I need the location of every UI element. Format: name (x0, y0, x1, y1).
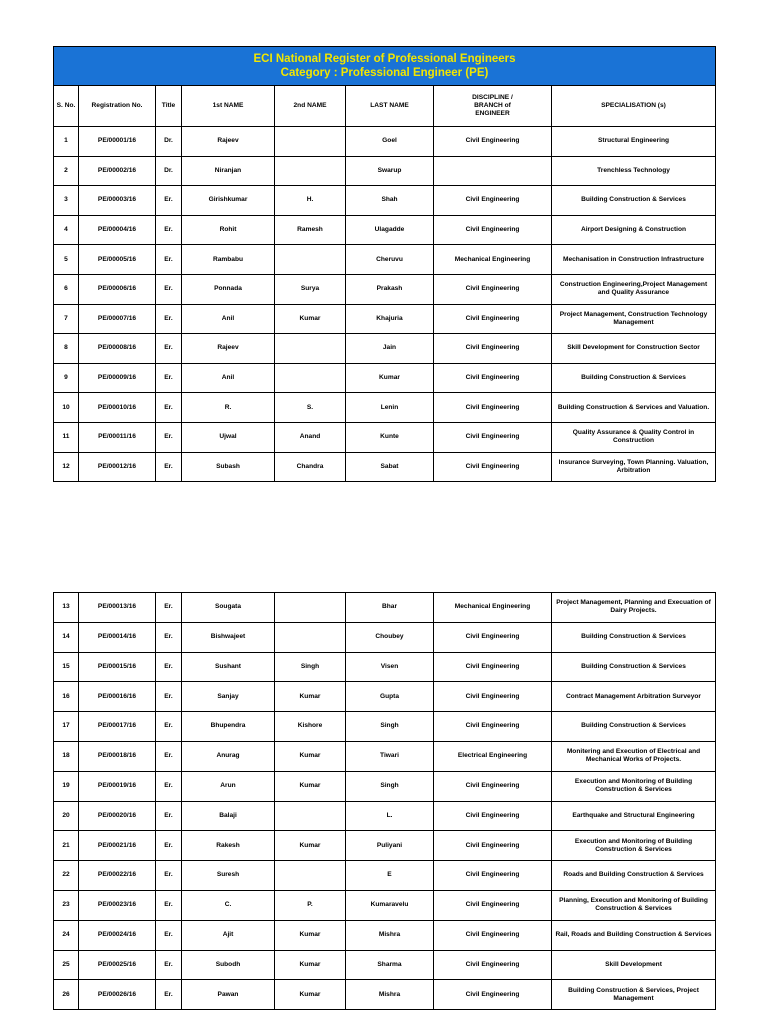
cell-second-name: Kishore (275, 712, 346, 742)
cell-specialisation: Airport Designing & Construction (552, 215, 716, 245)
table-row (54, 215, 716, 245)
register-table-part-2 (53, 592, 716, 1010)
cell-discipline: Civil Engineering (434, 831, 552, 861)
cell-sno: 1 (54, 127, 79, 157)
table-row (54, 274, 716, 304)
cell-last-name: Cheruvu (346, 245, 434, 275)
table-row (54, 127, 716, 157)
cell-title: Er. (156, 652, 182, 682)
cell-first-name: Anurag (182, 741, 275, 771)
cell-registration-no: PE/00005/16 (79, 245, 156, 275)
cell-specialisation: Execution and Monitoring of Building Construction & Services (552, 831, 716, 861)
cell-registration-no: PE/00001/16 (79, 127, 156, 157)
cell-specialisation: Project Management, Planning and Execuation of Dairy Projects. (552, 593, 716, 623)
cell-last-name: Kunte (346, 422, 434, 452)
cell-specialisation: Skill Development (552, 950, 716, 980)
table-row (54, 801, 716, 831)
col-header-title: Title (156, 86, 182, 127)
cell-second-name: Chandra (275, 452, 346, 482)
cell-second-name: Kumar (275, 980, 346, 1010)
register-title (54, 47, 716, 86)
cell-second-name: Kumar (275, 831, 346, 861)
cell-last-name: Mishra (346, 980, 434, 1010)
cell-second-name: S. (275, 393, 346, 423)
cell-registration-no: PE/00013/16 (79, 593, 156, 623)
register-table-part-1 (53, 46, 716, 482)
cell-title: Er. (156, 622, 182, 652)
cell-registration-no: PE/00018/16 (79, 741, 156, 771)
cell-first-name: Anil (182, 304, 275, 334)
table-row (54, 304, 716, 334)
table-row (54, 950, 716, 980)
cell-specialisation: Earthquake and Structural Engineering (552, 801, 716, 831)
cell-first-name: Pawan (182, 980, 275, 1010)
table-row (54, 622, 716, 652)
cell-registration-no: PE/00025/16 (79, 950, 156, 980)
cell-last-name: Jain (346, 334, 434, 364)
cell-registration-no: PE/00024/16 (79, 920, 156, 950)
cell-sno: 19 (54, 771, 79, 801)
cell-registration-no: PE/00008/16 (79, 334, 156, 364)
cell-discipline: Mechanical Engineering (434, 593, 552, 623)
cell-title: Er. (156, 771, 182, 801)
cell-specialisation: Quality Assurance & Quality Control in Construction (552, 422, 716, 452)
cell-last-name: Khajuria (346, 304, 434, 334)
cell-last-name: Ulagadde (346, 215, 434, 245)
cell-sno: 10 (54, 393, 79, 423)
cell-second-name (275, 622, 346, 652)
column-header-row (54, 86, 716, 127)
cell-first-name: Rajeev (182, 127, 275, 157)
cell-registration-no: PE/00002/16 (79, 156, 156, 186)
cell-first-name: Balaji (182, 801, 275, 831)
cell-registration-no: PE/00022/16 (79, 861, 156, 891)
cell-second-name: Anand (275, 422, 346, 452)
table-row (54, 771, 716, 801)
cell-last-name: Lenin (346, 393, 434, 423)
cell-first-name: Bishwajeet (182, 622, 275, 652)
cell-second-name (275, 801, 346, 831)
cell-registration-no: PE/00020/16 (79, 801, 156, 831)
cell-discipline: Civil Engineering (434, 771, 552, 801)
cell-second-name (275, 127, 346, 157)
cell-sno: 11 (54, 422, 79, 452)
cell-registration-no: PE/00014/16 (79, 622, 156, 652)
cell-discipline (434, 156, 552, 186)
cell-discipline: Civil Engineering (434, 393, 552, 423)
cell-second-name: H. (275, 186, 346, 216)
cell-discipline: Civil Engineering (434, 422, 552, 452)
cell-discipline: Civil Engineering (434, 950, 552, 980)
cell-title: Er. (156, 363, 182, 393)
cell-discipline: Civil Engineering (434, 861, 552, 891)
table-row (54, 186, 716, 216)
cell-registration-no: PE/00017/16 (79, 712, 156, 742)
cell-title: Er. (156, 422, 182, 452)
cell-registration-no: PE/00004/16 (79, 215, 156, 245)
cell-second-name (275, 156, 346, 186)
cell-first-name: Ajit (182, 920, 275, 950)
cell-sno: 13 (54, 593, 79, 623)
cell-discipline: Civil Engineering (434, 127, 552, 157)
cell-second-name: Kumar (275, 950, 346, 980)
cell-registration-no: PE/00016/16 (79, 682, 156, 712)
cell-discipline: Civil Engineering (434, 452, 552, 482)
cell-last-name: Kumaravelu (346, 890, 434, 920)
col-header-discipline-line-3: ENGINEER (475, 110, 510, 118)
cell-last-name: Gupta (346, 682, 434, 712)
cell-registration-no: PE/00009/16 (79, 363, 156, 393)
table-row (54, 712, 716, 742)
cell-sno: 20 (54, 801, 79, 831)
cell-title: Er. (156, 245, 182, 275)
cell-last-name: Swarup (346, 156, 434, 186)
cell-second-name: Surya (275, 274, 346, 304)
table-row (54, 334, 716, 364)
cell-sno: 9 (54, 363, 79, 393)
cell-sno: 18 (54, 741, 79, 771)
cell-sno: 26 (54, 980, 79, 1010)
cell-last-name: Mishra (346, 920, 434, 950)
cell-title: Dr. (156, 156, 182, 186)
cell-sno: 17 (54, 712, 79, 742)
cell-title: Er. (156, 274, 182, 304)
cell-specialisation: Building Construction & Services (552, 186, 716, 216)
register-title-line-1: ECI National Register of Professional Engineers (253, 53, 516, 65)
cell-second-name: Ramesh (275, 215, 346, 245)
cell-discipline: Civil Engineering (434, 334, 552, 364)
cell-discipline: Civil Engineering (434, 304, 552, 334)
cell-title: Er. (156, 920, 182, 950)
cell-discipline: Civil Engineering (434, 652, 552, 682)
cell-sno: 6 (54, 274, 79, 304)
cell-sno: 8 (54, 334, 79, 364)
table-row (54, 890, 716, 920)
table-row (54, 682, 716, 712)
cell-last-name: Sharma (346, 950, 434, 980)
cell-discipline: Civil Engineering (434, 215, 552, 245)
cell-sno: 22 (54, 861, 79, 891)
cell-registration-no: PE/00026/16 (79, 980, 156, 1010)
cell-specialisation: Construction Engineering,Project Management and Quality Assurance (552, 274, 716, 304)
cell-second-name (275, 363, 346, 393)
cell-sno: 23 (54, 890, 79, 920)
cell-last-name: Goel (346, 127, 434, 157)
cell-first-name: Bhupendra (182, 712, 275, 742)
cell-first-name: Sougata (182, 593, 275, 623)
table-row (54, 363, 716, 393)
cell-sno: 3 (54, 186, 79, 216)
cell-last-name: Visen (346, 652, 434, 682)
table-row (54, 980, 716, 1010)
cell-title: Er. (156, 304, 182, 334)
cell-title: Er. (156, 452, 182, 482)
cell-sno: 5 (54, 245, 79, 275)
cell-registration-no: PE/00015/16 (79, 652, 156, 682)
cell-second-name: Singh (275, 652, 346, 682)
cell-last-name: Choubey (346, 622, 434, 652)
cell-sno: 16 (54, 682, 79, 712)
cell-first-name: Arun (182, 771, 275, 801)
cell-first-name: Ujwal (182, 422, 275, 452)
cell-sno: 2 (54, 156, 79, 186)
cell-discipline: Civil Engineering (434, 186, 552, 216)
cell-discipline: Civil Engineering (434, 712, 552, 742)
cell-first-name: Rakesh (182, 831, 275, 861)
cell-first-name: Suresh (182, 861, 275, 891)
cell-discipline: Electrical Engineering (434, 741, 552, 771)
cell-first-name: Subodh (182, 950, 275, 980)
table-row (54, 422, 716, 452)
cell-first-name: Subash (182, 452, 275, 482)
cell-discipline: Civil Engineering (434, 682, 552, 712)
cell-discipline: Civil Engineering (434, 274, 552, 304)
cell-first-name: Niranjan (182, 156, 275, 186)
cell-registration-no: PE/00010/16 (79, 393, 156, 423)
cell-second-name: Kumar (275, 741, 346, 771)
table-row (54, 652, 716, 682)
cell-sno: 21 (54, 831, 79, 861)
cell-sno: 7 (54, 304, 79, 334)
col-header-first-name: 1st NAME (182, 86, 275, 127)
cell-last-name: Kumar (346, 363, 434, 393)
cell-first-name: Rajeev (182, 334, 275, 364)
cell-discipline: Mechanical Engineering (434, 245, 552, 275)
col-header-discipline-line-1: DISCIPLINE / (472, 93, 513, 101)
cell-specialisation: Mechanisation in Construction Infrastructure (552, 245, 716, 275)
cell-second-name: Kumar (275, 920, 346, 950)
cell-last-name: L. (346, 801, 434, 831)
cell-title: Er. (156, 831, 182, 861)
cell-first-name: Anil (182, 363, 275, 393)
cell-sno: 25 (54, 950, 79, 980)
cell-specialisation: Trenchless Technology (552, 156, 716, 186)
table-row (54, 393, 716, 423)
cell-specialisation: Rail, Roads and Building Construction & Services (552, 920, 716, 950)
cell-title: Er. (156, 950, 182, 980)
cell-specialisation: Planning, Execution and Monitoring of Building Construction & Services (552, 890, 716, 920)
cell-specialisation: Building Construction & Services (552, 652, 716, 682)
cell-specialisation: Building Construction & Services, Project Management (552, 980, 716, 1010)
table-row (54, 593, 716, 623)
cell-specialisation: Building Construction & Services (552, 712, 716, 742)
cell-discipline: Civil Engineering (434, 920, 552, 950)
cell-title: Er. (156, 682, 182, 712)
cell-title: Er. (156, 712, 182, 742)
col-header-discipline (434, 86, 552, 127)
cell-last-name: E (346, 861, 434, 891)
cell-first-name: C. (182, 890, 275, 920)
cell-specialisation: Structural Engineering (552, 127, 716, 157)
cell-first-name: R. (182, 393, 275, 423)
cell-discipline: Civil Engineering (434, 980, 552, 1010)
cell-registration-no: PE/00003/16 (79, 186, 156, 216)
cell-title: Er. (156, 741, 182, 771)
cell-title: Er. (156, 861, 182, 891)
table-row (54, 861, 716, 891)
table-row (54, 156, 716, 186)
cell-first-name: Rambabu (182, 245, 275, 275)
table-row (54, 920, 716, 950)
cell-title: Er. (156, 186, 182, 216)
cell-specialisation: Contract Management Arbitration Surveyor (552, 682, 716, 712)
cell-last-name: Sabat (346, 452, 434, 482)
cell-registration-no: PE/00012/16 (79, 452, 156, 482)
cell-registration-no: PE/00007/16 (79, 304, 156, 334)
cell-last-name: Bhar (346, 593, 434, 623)
cell-last-name: Prakash (346, 274, 434, 304)
cell-discipline: Civil Engineering (434, 363, 552, 393)
cell-specialisation: Building Construction & Services (552, 622, 716, 652)
cell-second-name: Kumar (275, 682, 346, 712)
cell-sno: 14 (54, 622, 79, 652)
cell-sno: 15 (54, 652, 79, 682)
cell-title: Er. (156, 801, 182, 831)
cell-specialisation: Execution and Monitoring of Building Construction & Services (552, 771, 716, 801)
cell-last-name: Singh (346, 771, 434, 801)
cell-title: Er. (156, 215, 182, 245)
cell-registration-no: PE/00021/16 (79, 831, 156, 861)
cell-specialisation: Insurance Surveying, Town Planning. Valuation, Arbitration (552, 452, 716, 482)
cell-last-name: Shah (346, 186, 434, 216)
cell-second-name: P. (275, 890, 346, 920)
cell-title: Er. (156, 980, 182, 1010)
cell-discipline: Civil Engineering (434, 801, 552, 831)
cell-title: Er. (156, 334, 182, 364)
cell-sno: 4 (54, 215, 79, 245)
cell-first-name: Sushant (182, 652, 275, 682)
col-header-last-name: LAST NAME (346, 86, 434, 127)
cell-title: Dr. (156, 127, 182, 157)
col-header-specialisation: SPECIALISATION (s) (552, 86, 716, 127)
cell-first-name: Ponnada (182, 274, 275, 304)
cell-registration-no: PE/00019/16 (79, 771, 156, 801)
cell-sno: 12 (54, 452, 79, 482)
cell-discipline: Civil Engineering (434, 622, 552, 652)
cell-second-name (275, 593, 346, 623)
cell-specialisation: Monitering and Execution of Electrical and Mechanical Works of Projects. (552, 741, 716, 771)
cell-title: Er. (156, 593, 182, 623)
cell-second-name (275, 334, 346, 364)
cell-specialisation: Skill Development for Construction Sector (552, 334, 716, 364)
cell-title: Er. (156, 890, 182, 920)
table-row (54, 245, 716, 275)
table-row (54, 831, 716, 861)
cell-specialisation: Roads and Building Construction & Services (552, 861, 716, 891)
cell-first-name: Rohit (182, 215, 275, 245)
cell-specialisation: Building Construction & Services and Valuation. (552, 393, 716, 423)
col-header-sno: S. No. (54, 86, 79, 127)
cell-second-name: Kumar (275, 771, 346, 801)
table-row (54, 452, 716, 482)
cell-second-name: Kumar (275, 304, 346, 334)
register-title-line-2: Category : Professional Engineer (PE) (280, 67, 489, 79)
cell-sno: 24 (54, 920, 79, 950)
cell-title: Er. (156, 393, 182, 423)
col-header-registration: Registration No. (79, 86, 156, 127)
cell-registration-no: PE/00006/16 (79, 274, 156, 304)
cell-last-name: Singh (346, 712, 434, 742)
cell-first-name: Girishkumar (182, 186, 275, 216)
cell-registration-no: PE/00011/16 (79, 422, 156, 452)
col-header-discipline-line-2: BRANCH of (474, 101, 511, 109)
cell-specialisation: Project Management, Construction Technology Management (552, 304, 716, 334)
cell-specialisation: Building Construction & Services (552, 363, 716, 393)
table-row (54, 741, 716, 771)
col-header-second-name: 2nd NAME (275, 86, 346, 127)
cell-registration-no: PE/00023/16 (79, 890, 156, 920)
cell-second-name (275, 245, 346, 275)
cell-second-name (275, 861, 346, 891)
cell-discipline: Civil Engineering (434, 890, 552, 920)
register-rows-part-1 (54, 127, 716, 482)
register-rows-part-2 (54, 593, 716, 1010)
cell-last-name: Puliyani (346, 831, 434, 861)
cell-last-name: Tiwari (346, 741, 434, 771)
cell-first-name: Sanjay (182, 682, 275, 712)
